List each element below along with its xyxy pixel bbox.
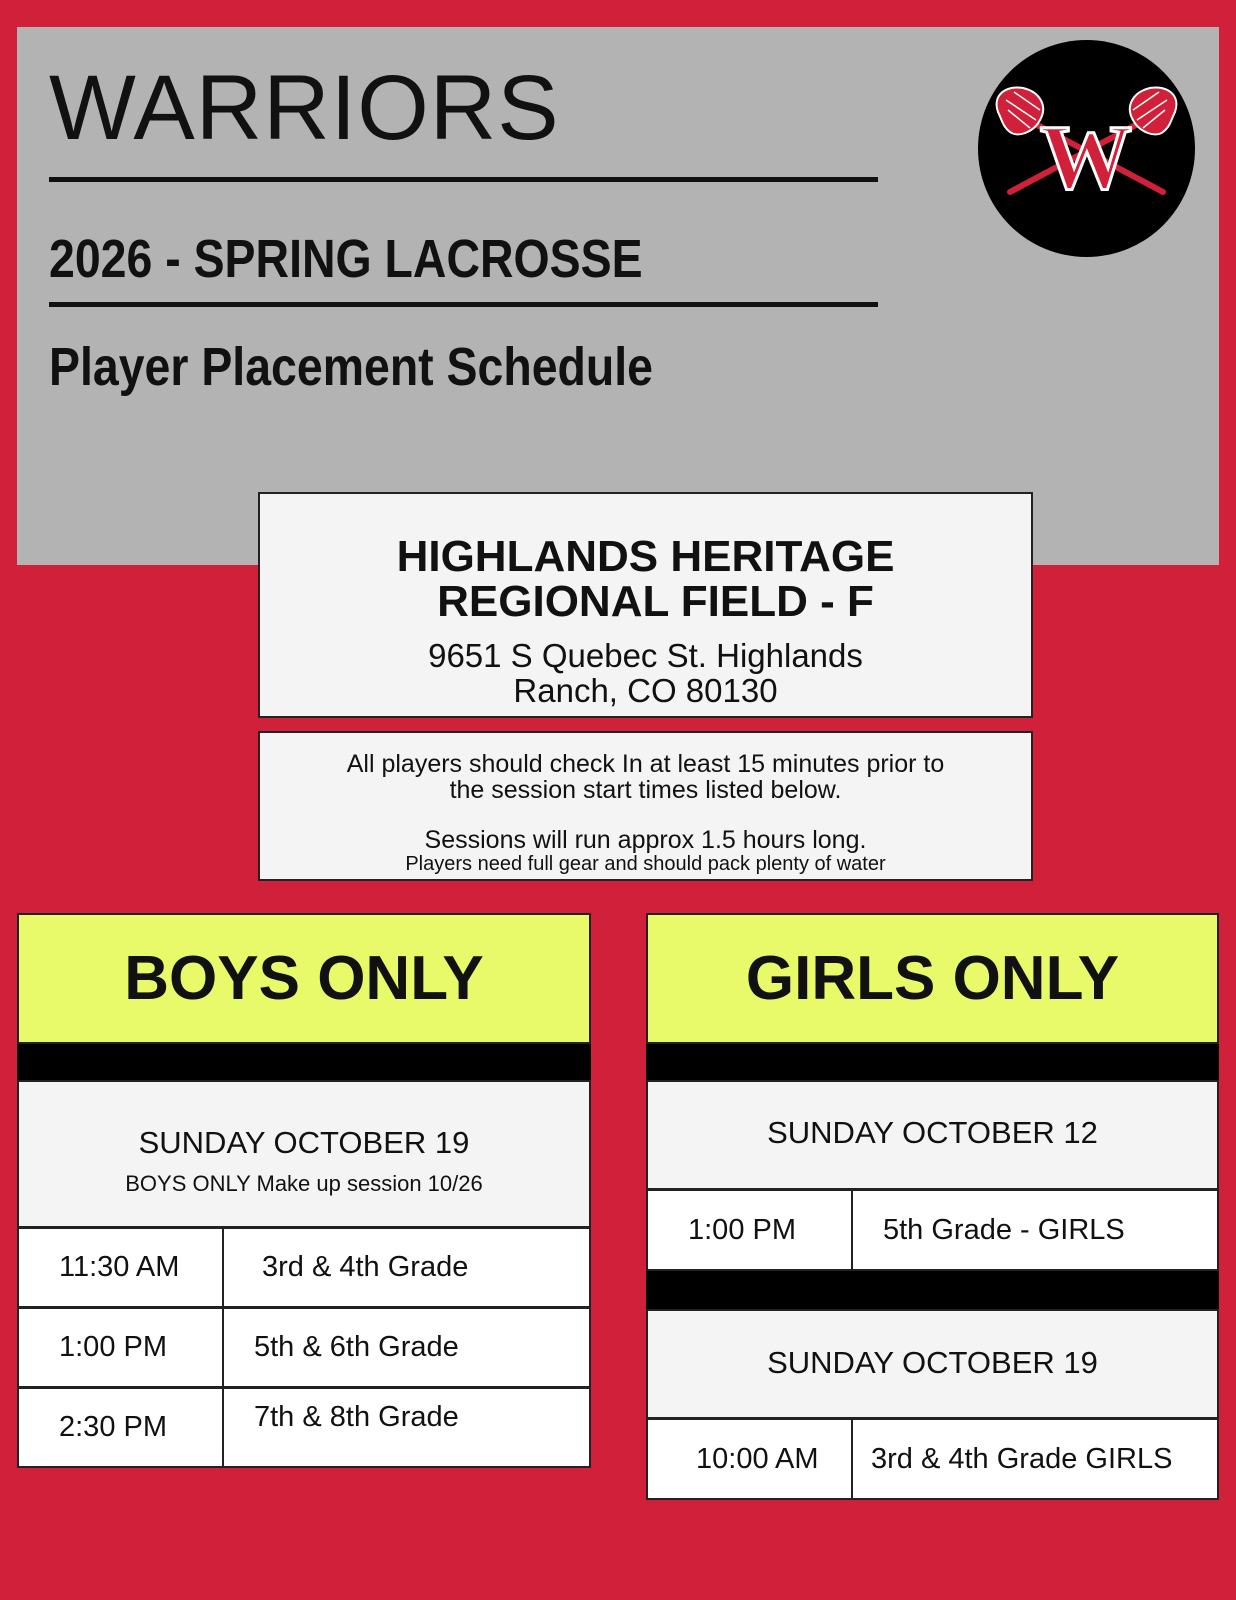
warriors-logo <box>978 40 1195 257</box>
boys-session-row <box>17 1227 591 1308</box>
girls-divider-bar-2 <box>646 1271 1219 1309</box>
info-line2: the session start times listed below. <box>449 776 842 804</box>
divider-bottom <box>49 302 878 307</box>
logo-letter: W <box>1040 106 1132 208</box>
session-time: 1:00 PM <box>19 1309 224 1386</box>
session-time: 11:30 AM <box>19 1229 224 1306</box>
session-time: 10:00 AM <box>648 1420 853 1498</box>
girls-session-row <box>646 1189 1219 1271</box>
session-time: 1:00 PM <box>648 1191 853 1269</box>
session-group: 3rd & 4th Grade GIRLS <box>871 1442 1173 1475</box>
brand-title: WARRIORS <box>49 57 560 159</box>
boys-day: SUNDAY OCTOBER 19 <box>138 1125 470 1160</box>
girls-title: GIRLS ONLY <box>745 944 1120 1013</box>
location-name-line2: REGIONAL FIELD - F <box>437 577 874 626</box>
location-name-line1: HIGHLANDS HERITAGE <box>396 532 895 581</box>
schedule-subtitle: Player Placement Schedule <box>49 337 654 397</box>
season-title: 2026 - SPRING LACROSSE <box>49 229 643 289</box>
info-line4: Players need full gear and should pack plenty of water <box>405 853 886 875</box>
info-box <box>258 731 1033 881</box>
girls-day-header <box>646 1080 1219 1190</box>
boys-title-panel <box>17 913 591 1044</box>
location-address-line1: 9651 S Quebec St. Highlands <box>428 637 863 674</box>
session-group: 3rd & 4th Grade <box>262 1251 469 1283</box>
boys-title: BOYS ONLY <box>124 944 484 1013</box>
girls-divider-bar <box>646 1044 1219 1080</box>
session-time: 2:30 PM <box>19 1389 224 1466</box>
location-box <box>258 492 1033 718</box>
boys-makeup-note: BOYS ONLY Make up session 10/26 <box>125 1171 483 1196</box>
info-line1: All players should check In at least 15 minutes prior to <box>346 750 945 778</box>
girls-day-2: SUNDAY OCTOBER 19 <box>767 1345 1098 1380</box>
girls-title-panel <box>646 913 1219 1044</box>
divider-top <box>49 177 878 182</box>
girls-session-row <box>646 1418 1219 1500</box>
girls-day-1: SUNDAY OCTOBER 12 <box>767 1115 1098 1150</box>
girls-day-header-2 <box>646 1309 1219 1419</box>
boys-day-header <box>17 1080 591 1228</box>
session-group: 7th & 8th Grade <box>254 1401 459 1433</box>
crossed-lacrosse-sticks-icon <box>978 40 1195 257</box>
boys-session-row <box>17 1307 591 1388</box>
location-address-line2: Ranch, CO 80130 <box>513 672 778 709</box>
info-line3: Sessions will run approx 1.5 hours long. <box>424 826 867 854</box>
boys-divider-bar <box>17 1044 591 1080</box>
session-group: 5th Grade - GIRLS <box>883 1213 1125 1246</box>
boys-session-row <box>17 1387 591 1468</box>
session-group: 5th & 6th Grade <box>254 1331 459 1363</box>
